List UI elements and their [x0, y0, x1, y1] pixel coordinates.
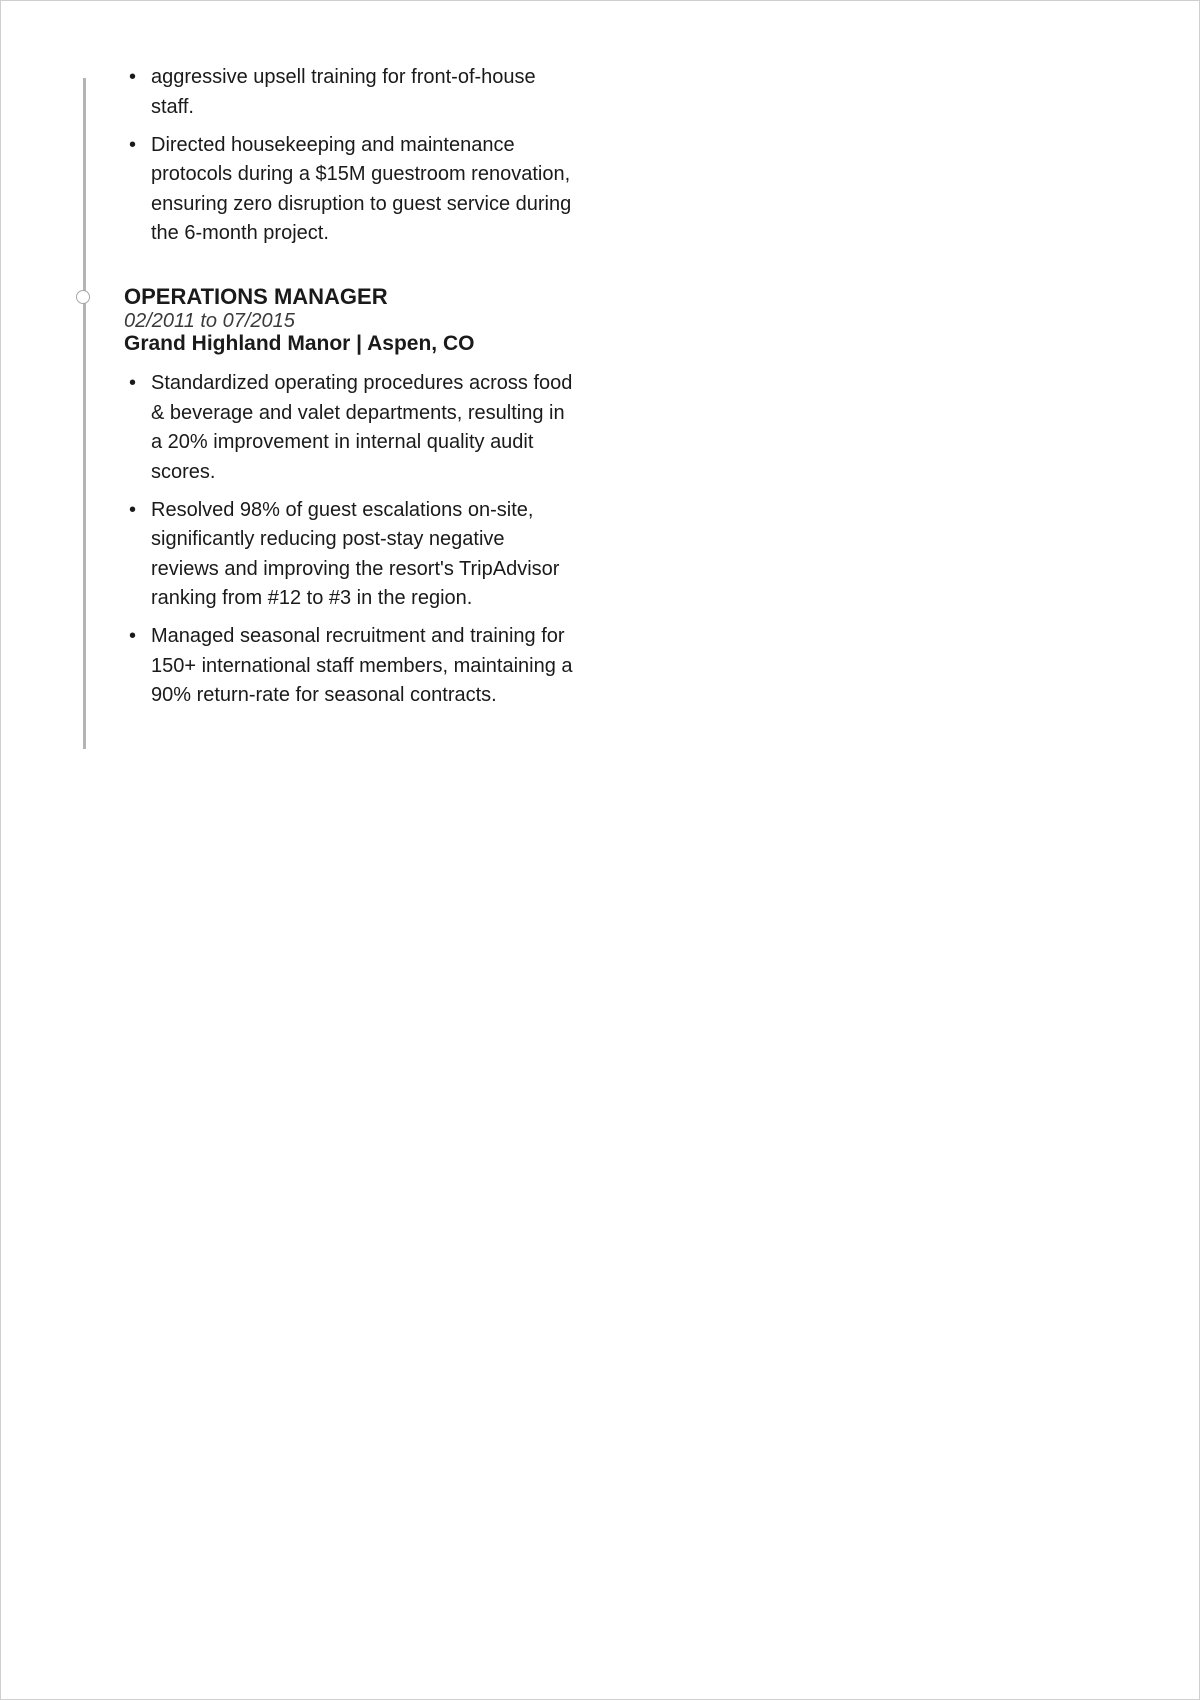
timeline-line — [83, 78, 86, 749]
bullet-icon: • — [129, 625, 137, 647]
job-dates: 02/2011 to 07/2015 — [124, 310, 295, 332]
job-company: Grand Highland Manor | Aspen, CO — [124, 332, 475, 355]
bullet-text: Standardized operating procedures across food & beverage and valet departments, resulting in a 20% improvement in internal quality audit scores. — [151, 372, 573, 483]
previous-role-bullet-list — [129, 63, 576, 257]
bullet-icon: • — [129, 498, 137, 521]
timeline-marker-icon — [76, 290, 90, 304]
list-item — [129, 622, 576, 711]
list-item — [129, 369, 576, 487]
list-item — [129, 63, 576, 122]
bullet-text: Directed housekeeping and maintenance protocols during a $15M guestroom renovation, ensuring zero disruption to guest service during the 6-month project. — [151, 133, 572, 244]
bullet-icon: • — [129, 133, 137, 156]
bullet-text: aggressive upsell training for front-of-house staff. — [151, 66, 536, 118]
list-item — [129, 131, 576, 249]
bullet-text: Resolved 98% of guest escalations on-site, significantly reducing post-stay negative reviews and improving the resort's TripAdvisor ranking from #12 to #3 in the region. — [151, 498, 560, 609]
bullet-icon: • — [129, 372, 137, 394]
operations-manager-bullet-list — [129, 369, 576, 719]
job-title: OPERATIONS MANAGER — [124, 284, 388, 309]
list-item — [129, 496, 576, 614]
bullet-text: Managed seasonal recruitment and training for 150+ international staff members, maintaining a 90% return-rate for seasonal contracts. — [151, 625, 573, 706]
bullet-icon: • — [129, 66, 137, 88]
